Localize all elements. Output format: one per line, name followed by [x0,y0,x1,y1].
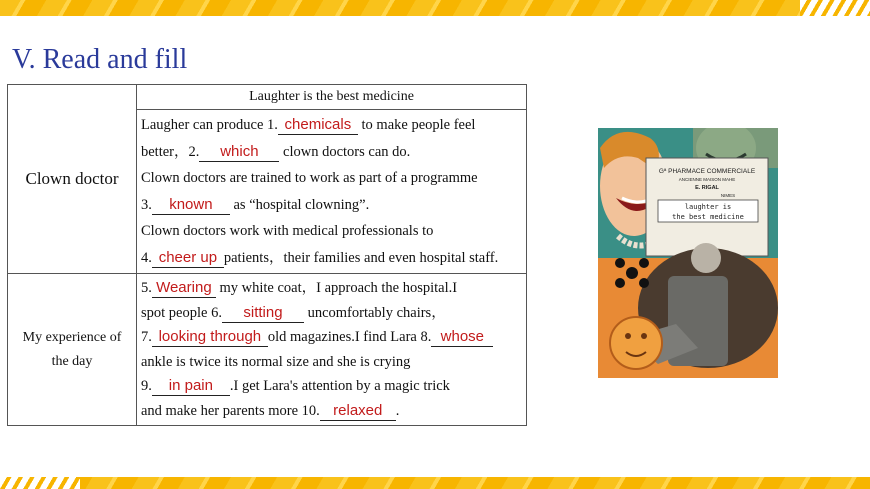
paragraph-clown-doctor: Laugher can produce 1. chemicals to make people feel better，2. which clown doctors can do. Clown doctors are trained to work as part of a programme 3. known as “hospital clowning”. Clown doctors work with medical professionals to 4. cheer up patients，their families and even hospital staff. [137,110,527,274]
bottom-decorative-bar [0,477,870,489]
poster-sign-text-1: Gª PHARMACE COMMERCIALE [658,168,756,175]
fill-table [7,84,527,426]
answer-blank-2[interactable]: which [199,143,279,162]
poster-sign-text-2: ANCIENNE MAISON MAHE [678,177,736,182]
page-title: V. Read and fill [12,44,188,75]
answer-blank-8[interactable]: whose [431,328,493,347]
table-header: Laughter is the best medicine [137,85,527,110]
poster-caption-line-2: the best medicine [672,213,744,221]
poster-sign-text-4: NIMES [720,193,736,198]
poster-caption-line-1: laughter is [684,203,732,211]
poster-sign-text-3: E. RIGAL [695,185,719,191]
top-decorative-bar [0,0,870,16]
answer-blank-6[interactable]: sitting [222,304,304,323]
answer-blank-1[interactable]: chemicals [278,116,358,135]
answer-blank-3[interactable]: known [152,196,230,215]
paragraph-my-experience: 5. Wearing my white coat，I approach the hospital.I spot people 6. sitting uncomfortably chairs， 7. looking through old magazines.I find Lara 8. whose ankle is twice its normal size and she is crying 9. in pain .I get Lara's attention by a magic trick and make her parents more 10. relaxed . [137,274,527,426]
answer-blank-9[interactable]: in pain [152,377,230,396]
answer-blank-5[interactable]: Wearing [152,279,216,298]
laughter-poster-image [598,128,778,378]
row-label-my-experience: My experience of the day [8,274,137,426]
answer-blank-7[interactable]: looking through [152,328,268,347]
answer-blank-4[interactable]: cheer up [152,249,224,268]
row-label-clown-doctor: Clown doctor [8,85,137,274]
answer-blank-10[interactable]: relaxed [320,402,396,421]
